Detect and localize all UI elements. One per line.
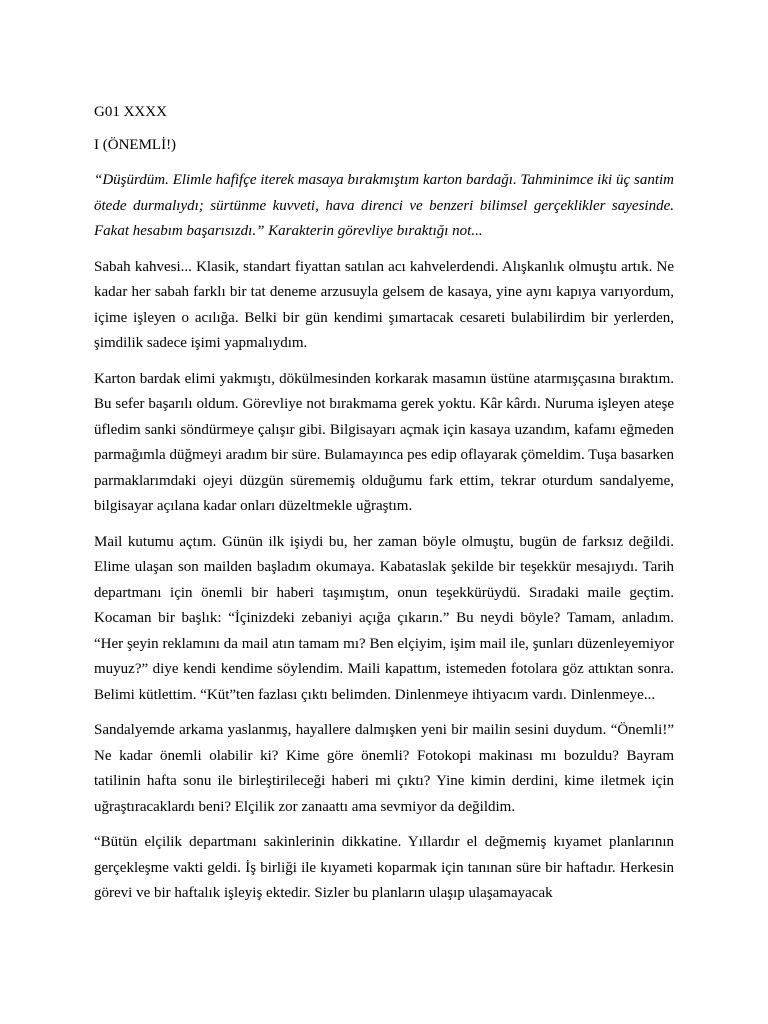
body-paragraph: Sandalyemde arkama yaslanmış, hayallere dalmışken yeni bir mailin sesini duydum. “Önemli!” Ne kadar önemli olabilir ki? Kime göre önemli? Fotokopi makinası mı bozuldu? Bayram tatilinin hafta sonu ile birleştirileceği haberi mi çıktı? Yine kimin derdini, kime iletmek için uğraştıracaklardı beni? Elçilik zor zanaattı ama sevmiyor da değildim. bbox=[94, 722, 674, 815]
document-code: G01 XXXX bbox=[94, 104, 167, 120]
chapter-title: I (ÖNEMLİ!) bbox=[94, 137, 177, 153]
body-paragraph: Mail kutumu açtım. Günün ilk işiydi bu, her zaman böyle olmuştu, bugün de farksız değildi. Elime ulaşan son mailden başladım okumaya. Kabataslak şekilde bir teşekkür mesajıydı. Tarih departmanı için önemli bir haberi taşımıştım, onun teşekkürüydü. Sıradaki maile geçtim. Kocaman bir başlık: “İçinizdeki zebaniyi açığa çıkarın.” Bu neydi böyle? Tamam, anladım. “Her şeyin reklamını da mail atın tamam mı? Ben elçiyim, işim mail ile, şunları düzenleyemiyor muyuz?” diye kendi kendime söylendim. Maili kapattım, istemeden fotolara göz attıktan sonra. Belimi kütlettim. “Küt”ten fazlası çıktı belimden. Dinlenmeye ihtiyacım vardı. Dinlenmeye... bbox=[94, 533, 674, 703]
body-paragraph: Karton bardak elimi yakmıştı, dökülmesinden korkarak masamın üstüne atarmışçasına bıraktım. Bu sefer başarılı oldum. Görevliye not bırakmama gerek yoktu. Kâr kârdı. Nuruma işleyen ateşe üfledim sanki söndürmeye çalışır gibi. Bilgisayarı açmak için kasaya uzandım, kafamı eğmeden parmağımla düğmeyi aradım bir süre. Bulamayınca pes edip oflayarak çömeldim. Tuşa basarken parmaklarımdaki ojeyi düzgün sürememiş olduğumu fark ettim, tekrar oturdum sandalyeme, bilgisayar açılana kadar onları düzeltmekle uğraştım. bbox=[94, 370, 674, 514]
body-paragraph: Sabah kahvesi... Klasik, standart fiyattan satılan acı kahvelerdendi. Alışkanlık olmuştu artık. Ne kadar her sabah farklı bir tat deneme arzusuyla gelsem de kasaya, yine aynı kapıya varıyordum, içime işleyen o acılığa. Belki bir gün kendimi şımartacak cesareti bulabilirdim bir yerlerden, şimdilik sadece işimi yapmalıydım. bbox=[94, 258, 674, 351]
body-paragraph: “Bütün elçilik departmanı sakinlerinin dikkatine. Yıllardır el değmemiş kıyamet planlarının gerçekleşme vakti geldi. İş birliği ile kıyameti koparmak için tanınan süre bir haftadır. Herkesin görevi ve bir haftalık işleyiş ektedir. Sizler bu planların ulaşıp ulaşamayacak bbox=[94, 834, 674, 901]
document-page bbox=[94, 102, 674, 917]
epigraph-paragraph: “Düşürdüm. Elimle hafifçe iterek masaya bırakmıştım karton bardağı. Tahminimce iki üç santim ötede durmalıydı; sürtünme kuvveti, hava direnci ve benzeri bilimsel gerçeklikler sayesinde. Fakat hesabım başarısızdı.” Karakterin görevliye bıraktığı not... bbox=[94, 172, 674, 239]
